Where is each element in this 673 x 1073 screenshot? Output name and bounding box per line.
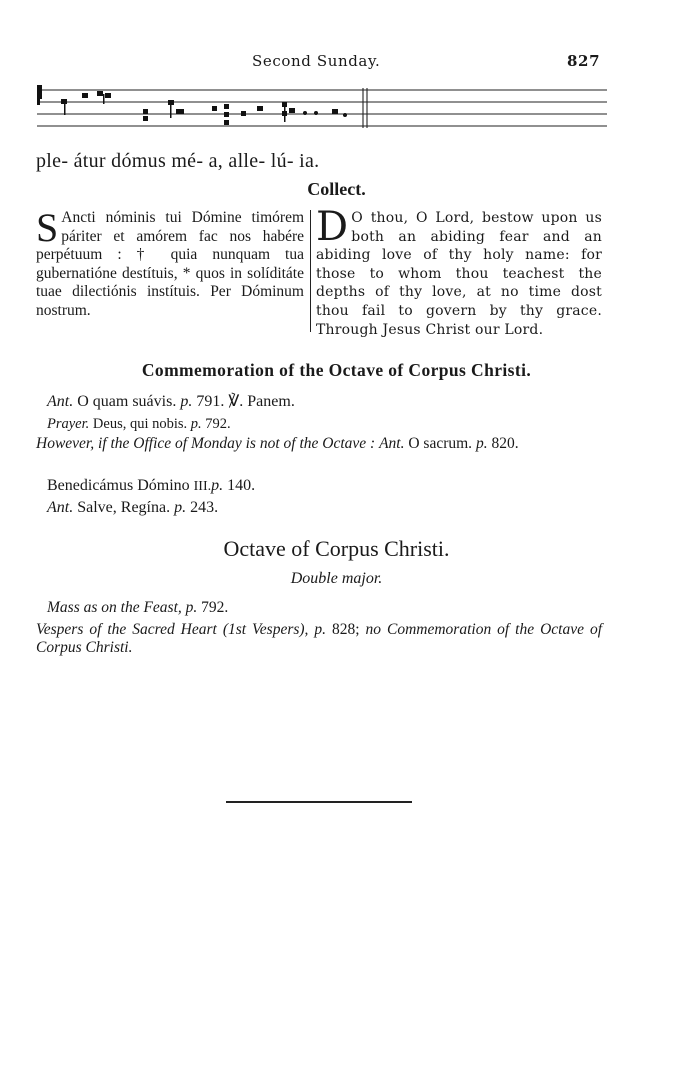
however-page: 820. xyxy=(491,435,519,452)
page-number: 827 xyxy=(567,52,601,70)
vespers-tail: no Commemoration of the Octave of Corpus Christi. xyxy=(36,621,603,656)
commemoration-heading: Commemoration of the Octave of Corpus Christi. xyxy=(141,360,532,380)
latin-text: Ancti nóminis tui Dómine timórem páriter et amórem fac nos habére perpétuum : † quia nunquam tua gubernatióne destítuis, * quos in solíditáte tuae dilectiónis instítuis. Per Dóminum nostrum. xyxy=(36,209,304,319)
however-p: p. xyxy=(475,435,488,452)
english-drop-cap: D xyxy=(316,204,349,250)
collect-heading: Collect. xyxy=(307,179,366,199)
ant2-text: Salve, Regína. xyxy=(77,499,171,516)
column-divider xyxy=(310,210,311,332)
collect-english xyxy=(316,204,602,339)
benedicamus-line xyxy=(47,477,255,495)
vespers-p: p. xyxy=(314,621,327,638)
however-ant-label: Ant. xyxy=(379,435,405,452)
prayer-text: Deus, qui nobis. xyxy=(92,416,188,432)
benedicamus-page: 140. xyxy=(227,477,256,494)
mass-text: Mass as on the Feast, xyxy=(47,599,182,616)
benedicamus-text: Benedicámus Dómino xyxy=(47,477,190,494)
prayer-line xyxy=(47,416,231,433)
octave-rank: Double major. xyxy=(290,570,383,587)
mass-page: 792. xyxy=(201,599,229,616)
ant2-p: p. xyxy=(174,499,187,516)
prayer-label: Prayer. xyxy=(47,416,90,432)
running-title: Second Sunday. xyxy=(252,52,381,70)
salve-antiphon-line xyxy=(47,499,218,517)
vespers-page: 828; xyxy=(332,621,360,638)
ant-label: Ant. xyxy=(47,393,74,410)
ant2-page: 243. xyxy=(190,499,219,516)
english-text: O thou, O Lord, bestow upon us both an abiding fear and an abiding love of thy holy name: for those to whom thou teachest the depths of thy love, at no time dost thou fail to govern by thy grace. Through Jesus Christ our Lord. xyxy=(316,210,602,338)
benedicamus-p: p. xyxy=(211,477,224,494)
vespers-text: Vespers of the Sacred Heart (1st Vespers), xyxy=(36,621,309,638)
benedicamus-roman: III. xyxy=(193,479,212,494)
however-ant-text: O sacrum. xyxy=(408,435,473,452)
versicle-text: Panem. xyxy=(247,393,295,410)
end-rule xyxy=(226,801,412,803)
collect-latin xyxy=(36,205,304,321)
vespers-rubric xyxy=(36,621,602,657)
prayer-p: p. xyxy=(190,416,202,432)
mass-p: p. xyxy=(185,599,198,616)
antiphon-line xyxy=(47,391,295,411)
ant2-label: Ant. xyxy=(47,499,74,516)
chant-lyric: ple- átur dómus mé- a, alle- lú- ia. xyxy=(36,150,320,172)
versicle-symbol: ℣. xyxy=(228,393,244,410)
however-text: However, if the Office of Monday is not of the Octave : xyxy=(36,435,376,452)
ant-page: 791. xyxy=(196,393,225,410)
ant-p: p. xyxy=(180,393,193,410)
chant-staff xyxy=(35,78,610,138)
ant-text: O quam suávis. xyxy=(77,393,177,410)
chant-neumes xyxy=(37,85,347,125)
prayer-page: 792. xyxy=(205,416,231,432)
octave-title: Octave of Corpus Christi. xyxy=(223,536,450,561)
latin-drop-cap: S xyxy=(36,205,59,250)
however-rubric xyxy=(36,435,602,453)
mass-rubric xyxy=(47,599,228,617)
